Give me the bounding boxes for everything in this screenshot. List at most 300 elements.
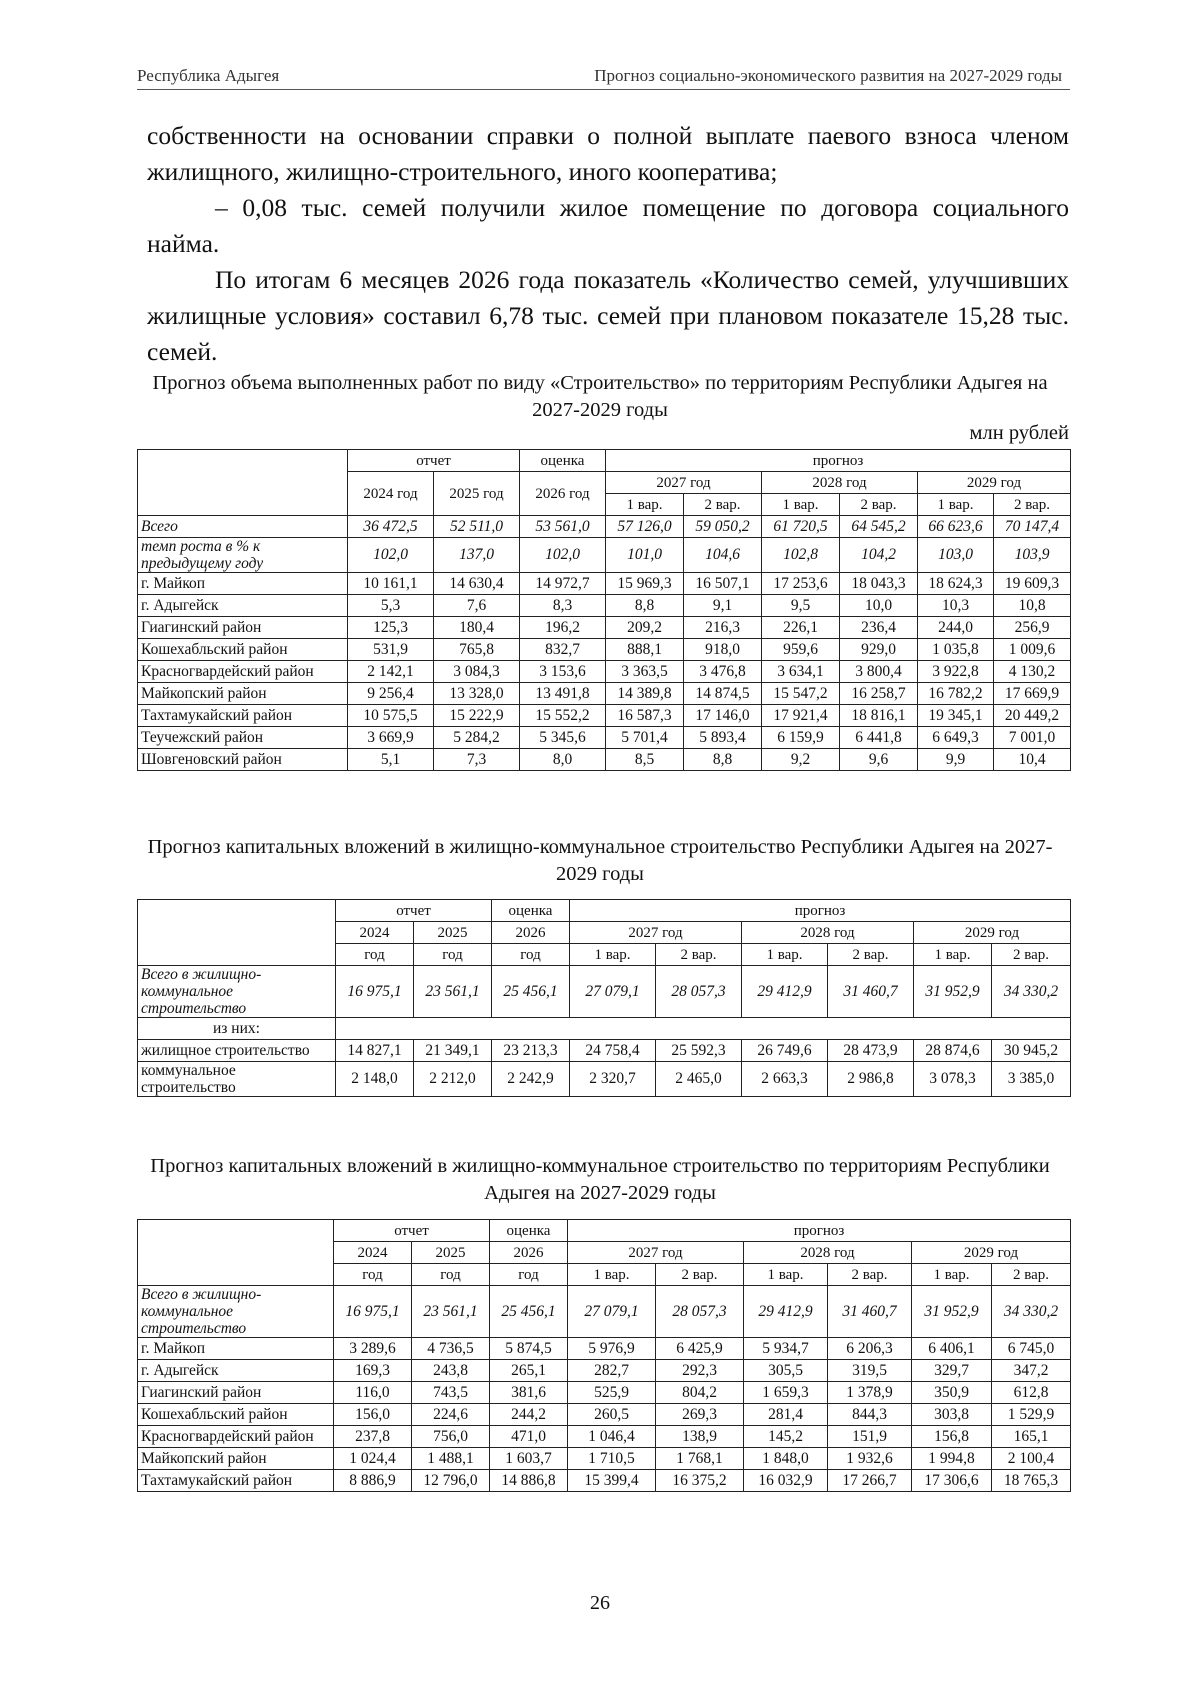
table-cell: 531,9 xyxy=(348,639,434,661)
row-label: Кошехабльский район xyxy=(138,639,348,661)
table3-header-report: отчет xyxy=(334,1220,490,1242)
table3-corner xyxy=(138,1220,334,1286)
table-cell: 6 745,0 xyxy=(992,1338,1071,1360)
table1-row xyxy=(138,683,1071,705)
table1-variant-2: 2 вар. xyxy=(840,494,918,516)
table-cell: 18 043,3 xyxy=(840,573,918,595)
paragraph-six-month-results: По итогам 6 месяцев 2026 года показатель «Количество семей, улучшивших жилищные условия» составил 6,78 тыс. семей при плановом показателе 15,28 тыс. семей. xyxy=(147,265,1069,366)
table-cell: 17 146,0 xyxy=(684,705,762,727)
table-cell: 14 630,4 xyxy=(434,573,520,595)
table-cell: 70 147,4 xyxy=(994,516,1071,538)
table-cell: 236,4 xyxy=(840,617,918,639)
table3-year-2024: 2024 xyxy=(334,1242,412,1264)
table-cell: 7,3 xyxy=(434,749,520,771)
table-cell: 17 253,6 xyxy=(762,573,840,595)
table1-year-2025: 2025 год xyxy=(434,472,520,516)
table2-god-label: год xyxy=(492,944,570,966)
table-cell: 10,8 xyxy=(994,595,1071,617)
table-cell: 156,0 xyxy=(334,1404,412,1426)
table-cell: 17 266,7 xyxy=(828,1470,912,1492)
table-cell: 145,2 xyxy=(744,1426,828,1448)
table3-row xyxy=(138,1286,1071,1338)
table-cell: 30 945,2 xyxy=(992,1040,1071,1062)
table2-year-2024: 2024 xyxy=(336,922,414,944)
table-cell: 17 306,6 xyxy=(912,1470,992,1492)
table-cell: 8 886,9 xyxy=(334,1470,412,1492)
table3-variant-2: 2 вар. xyxy=(656,1264,744,1286)
table2-of-them-row xyxy=(138,1018,1071,1040)
table1-unit: млн рублей xyxy=(969,422,1069,444)
table-cell: 226,1 xyxy=(762,617,840,639)
table3-variant-1: 1 вар. xyxy=(912,1264,992,1286)
table1-variant-1: 1 вар. xyxy=(606,494,684,516)
table2-row xyxy=(138,1040,1071,1062)
table2-year-2028: 2028 год xyxy=(742,922,914,944)
table-cell: 6 206,3 xyxy=(828,1338,912,1360)
table3-row xyxy=(138,1404,1071,1426)
table-cell: 17 921,4 xyxy=(762,705,840,727)
table-cell: 265,1 xyxy=(490,1360,568,1382)
empty-cell xyxy=(336,1018,1071,1040)
table3-god-label: год xyxy=(412,1264,490,1286)
table-cell: 2 142,1 xyxy=(348,661,434,683)
table-cell: 14 874,5 xyxy=(684,683,762,705)
row-label: г. Майкоп xyxy=(138,1338,334,1360)
row-label: Теучежский район xyxy=(138,727,348,749)
table-cell: 16 975,1 xyxy=(336,966,414,1018)
table2-god-label: год xyxy=(414,944,492,966)
table-cell: 28 057,3 xyxy=(656,966,742,1018)
table-cell: 256,9 xyxy=(994,617,1071,639)
table1-row xyxy=(138,516,1071,538)
of-them-label: из них: xyxy=(138,1018,336,1040)
table2-year-2027: 2027 год xyxy=(570,922,742,944)
table-cell: 756,0 xyxy=(412,1426,490,1448)
table-cell: 28 874,6 xyxy=(914,1040,992,1062)
table-cell: 180,4 xyxy=(434,617,520,639)
table-cell: 1 994,8 xyxy=(912,1448,992,1470)
table3-year-2025: 2025 xyxy=(412,1242,490,1264)
table-cell: 269,3 xyxy=(656,1404,744,1426)
table-cell: 29 412,9 xyxy=(742,966,828,1018)
table-cell: 125,3 xyxy=(348,617,434,639)
row-label: Всего в жилищно-коммунальное строительство xyxy=(138,966,336,1018)
table-cell: 10 575,5 xyxy=(348,705,434,727)
table-cell: 1 488,1 xyxy=(412,1448,490,1470)
table1-caption: Прогноз объема выполненных работ по виду «Строительство» по территориям Республики Адыгея на 2027-2029 годы xyxy=(152,372,1048,421)
table3-variant-1: 1 вар. xyxy=(744,1264,828,1286)
table-cell: 2 320,7 xyxy=(570,1062,656,1097)
table-cell: 8,8 xyxy=(606,595,684,617)
table1-row xyxy=(138,573,1071,595)
table-cell: 16 782,2 xyxy=(918,683,994,705)
table2-god-label: год xyxy=(336,944,414,966)
table-cell: 3 800,4 xyxy=(840,661,918,683)
territorial-investment-table xyxy=(137,1219,1071,1492)
table-cell: 34 330,2 xyxy=(992,966,1071,1018)
table-cell: 347,2 xyxy=(992,1360,1071,1382)
row-label: жилищное строительство xyxy=(138,1040,336,1062)
table-cell: 14 389,8 xyxy=(606,683,684,705)
table-cell: 525,9 xyxy=(568,1382,656,1404)
table-cell: 14 886,8 xyxy=(490,1470,568,1492)
paragraph-ownership: собственности на основании справки о полной выплате паевого взноса членом жилищного, жилищно-строительного, иного кооператива; xyxy=(147,121,1069,186)
table-cell: 1 009,6 xyxy=(994,639,1071,661)
table-cell: 319,5 xyxy=(828,1360,912,1382)
table-cell: 156,8 xyxy=(912,1426,992,1448)
table-cell: 102,8 xyxy=(762,538,840,573)
table-cell: 471,0 xyxy=(490,1426,568,1448)
table-cell: 929,0 xyxy=(840,639,918,661)
table-cell: 888,1 xyxy=(606,639,684,661)
table-cell: 102,0 xyxy=(520,538,606,573)
table-cell: 53 561,0 xyxy=(520,516,606,538)
table-cell: 292,3 xyxy=(656,1360,744,1382)
table-cell: 844,3 xyxy=(828,1404,912,1426)
table-cell: 103,0 xyxy=(918,538,994,573)
table-cell: 36 472,5 xyxy=(348,516,434,538)
paragraph-social-lease: – 0,08 тыс. семей получили жилое помещение по договора социального найма. xyxy=(147,193,1069,258)
table-cell: 260,5 xyxy=(568,1404,656,1426)
capital-investment-table xyxy=(137,899,1071,1097)
table-cell: 14 972,7 xyxy=(520,573,606,595)
table-cell: 5 345,6 xyxy=(520,727,606,749)
table1-row xyxy=(138,727,1071,749)
table3-variant-1: 1 вар. xyxy=(568,1264,656,1286)
table-cell: 2 986,8 xyxy=(828,1062,914,1097)
table1-header-estimate: оценка xyxy=(520,450,606,472)
table-cell: 59 050,2 xyxy=(684,516,762,538)
table-cell: 3 634,1 xyxy=(762,661,840,683)
table2-year-2025: 2025 xyxy=(414,922,492,944)
table-cell: 16 587,3 xyxy=(606,705,684,727)
header-region: Республика Адыгея xyxy=(137,66,280,85)
table2-variant-2: 2 вар. xyxy=(828,944,914,966)
page-number: 26 xyxy=(590,1592,610,1614)
table-cell: 196,2 xyxy=(520,617,606,639)
table-cell: 10,0 xyxy=(840,595,918,617)
table-cell: 244,2 xyxy=(490,1404,568,1426)
table-cell: 101,0 xyxy=(606,538,684,573)
table-cell: 1 024,4 xyxy=(334,1448,412,1470)
table-cell: 3 289,6 xyxy=(334,1338,412,1360)
table-cell: 381,6 xyxy=(490,1382,568,1404)
table-cell: 16 258,7 xyxy=(840,683,918,705)
table-cell: 2 148,0 xyxy=(336,1062,414,1097)
table-cell: 151,9 xyxy=(828,1426,912,1448)
table3-row xyxy=(138,1360,1071,1382)
table-cell: 350,9 xyxy=(912,1382,992,1404)
table-cell: 138,9 xyxy=(656,1426,744,1448)
table-cell: 4 736,5 xyxy=(412,1338,490,1360)
table-cell: 1 710,5 xyxy=(568,1448,656,1470)
table-cell: 6 406,1 xyxy=(912,1338,992,1360)
table-cell: 1 378,9 xyxy=(828,1382,912,1404)
table-cell: 18 624,3 xyxy=(918,573,994,595)
table-cell: 24 758,4 xyxy=(570,1040,656,1062)
table1-row xyxy=(138,749,1071,771)
table1-row xyxy=(138,538,1071,573)
table-cell: 1 529,9 xyxy=(992,1404,1071,1426)
table-cell: 3 922,8 xyxy=(918,661,994,683)
table-cell: 15 547,2 xyxy=(762,683,840,705)
table-cell: 8,3 xyxy=(520,595,606,617)
table1-header-report: отчет xyxy=(348,450,520,472)
table-cell: 3 153,6 xyxy=(520,661,606,683)
table2-variant-1: 1 вар. xyxy=(570,944,656,966)
table-cell: 31 952,9 xyxy=(914,966,992,1018)
table-cell: 1 768,1 xyxy=(656,1448,744,1470)
table-cell: 5 893,4 xyxy=(684,727,762,749)
table3-year-2026: 2026 xyxy=(490,1242,568,1264)
table-cell: 2 242,9 xyxy=(492,1062,570,1097)
table-cell: 169,3 xyxy=(334,1360,412,1382)
table-cell: 104,6 xyxy=(684,538,762,573)
table-cell: 15 222,9 xyxy=(434,705,520,727)
table-cell: 19 609,3 xyxy=(994,573,1071,595)
table3-god-label: год xyxy=(334,1264,412,1286)
table-cell: 3 363,5 xyxy=(606,661,684,683)
table-cell: 329,7 xyxy=(912,1360,992,1382)
table-cell: 31 460,7 xyxy=(828,966,914,1018)
table-cell: 765,8 xyxy=(434,639,520,661)
table-cell: 9,1 xyxy=(684,595,762,617)
table-cell: 237,8 xyxy=(334,1426,412,1448)
table-cell: 9,5 xyxy=(762,595,840,617)
row-label: Красногвардейский район xyxy=(138,661,348,683)
table-cell: 5 701,4 xyxy=(606,727,684,749)
table3-year-2027: 2027 год xyxy=(568,1242,744,1264)
table-cell: 25 456,1 xyxy=(490,1286,568,1338)
table-cell: 6 425,9 xyxy=(656,1338,744,1360)
table-cell: 15 552,2 xyxy=(520,705,606,727)
table-cell: 64 545,2 xyxy=(840,516,918,538)
row-label: Шовгеновский район xyxy=(138,749,348,771)
table-cell: 6 441,8 xyxy=(840,727,918,749)
table-cell: 2 663,3 xyxy=(742,1062,828,1097)
table-cell: 15 969,3 xyxy=(606,573,684,595)
table1-row xyxy=(138,705,1071,727)
table-cell: 282,7 xyxy=(568,1360,656,1382)
table-cell: 612,8 xyxy=(992,1382,1071,1404)
row-label: Всего в жилищно-коммунальное строительство xyxy=(138,1286,334,1338)
table1-variant-1: 1 вар. xyxy=(762,494,840,516)
table-cell: 15 399,4 xyxy=(568,1470,656,1492)
table-cell: 5,1 xyxy=(348,749,434,771)
row-label: Гиагинский район xyxy=(138,617,348,639)
table-cell: 28 057,3 xyxy=(656,1286,744,1338)
table1-year-2029: 2029 год xyxy=(918,472,1071,494)
table-cell: 25 592,3 xyxy=(656,1040,742,1062)
table-cell: 8,8 xyxy=(684,749,762,771)
table-cell: 832,7 xyxy=(520,639,606,661)
table-cell: 10 161,1 xyxy=(348,573,434,595)
table-cell: 18 816,1 xyxy=(840,705,918,727)
table-cell: 23 561,1 xyxy=(414,966,492,1018)
row-label: Гиагинский район xyxy=(138,1382,334,1404)
table-cell: 3 669,9 xyxy=(348,727,434,749)
table-cell: 1 035,8 xyxy=(918,639,994,661)
table-cell: 137,0 xyxy=(434,538,520,573)
table-cell: 224,6 xyxy=(412,1404,490,1426)
table-cell: 7,6 xyxy=(434,595,520,617)
table-cell: 1 932,6 xyxy=(828,1448,912,1470)
table-cell: 8,5 xyxy=(606,749,684,771)
table-cell: 281,4 xyxy=(744,1404,828,1426)
row-label: г. Адыгейск xyxy=(138,595,348,617)
table-cell: 52 511,0 xyxy=(434,516,520,538)
running-header xyxy=(137,66,1070,90)
table3-god-label: год xyxy=(490,1264,568,1286)
table-cell: 16 507,1 xyxy=(684,573,762,595)
table-cell: 9,9 xyxy=(918,749,994,771)
table3-header-estimate: оценка xyxy=(490,1220,568,1242)
table-cell: 165,1 xyxy=(992,1426,1071,1448)
table-cell: 4 130,2 xyxy=(994,661,1071,683)
table3-row xyxy=(138,1382,1071,1404)
table-cell: 27 079,1 xyxy=(570,966,656,1018)
row-label: коммунальное строительство xyxy=(138,1062,336,1097)
table3-caption: Прогноз капитальных вложений в жилищно-коммунальное строительство по территориям Республики Адыгея на 2027-2029 годы xyxy=(150,1155,1050,1204)
table-cell: 2 465,0 xyxy=(656,1062,742,1097)
table-cell: 28 473,9 xyxy=(828,1040,914,1062)
table2-total-row xyxy=(138,966,1071,1018)
table-cell: 3 084,3 xyxy=(434,661,520,683)
table-cell: 303,8 xyxy=(912,1404,992,1426)
table-cell: 21 349,1 xyxy=(414,1040,492,1062)
table-cell: 3 476,8 xyxy=(684,661,762,683)
table2-variant-2: 2 вар. xyxy=(656,944,742,966)
row-label: Тахтамукайский район xyxy=(138,1470,334,1492)
table-cell: 959,6 xyxy=(762,639,840,661)
table-cell: 17 669,9 xyxy=(994,683,1071,705)
table-cell: 102,0 xyxy=(348,538,434,573)
table-cell: 6 649,3 xyxy=(918,727,994,749)
row-label: Майкопский район xyxy=(138,1448,334,1470)
table3-year-2029: 2029 год xyxy=(912,1242,1071,1264)
table2-caption: Прогноз капитальных вложений в жилищно-коммунальное строительство Республики Адыгея на 2027-2029 годы xyxy=(147,836,1053,885)
table-cell: 5 976,9 xyxy=(568,1338,656,1360)
table2-variant-1: 1 вар. xyxy=(742,944,828,966)
table-cell: 5 284,2 xyxy=(434,727,520,749)
table-cell: 305,5 xyxy=(744,1360,828,1382)
table-cell: 2 100,4 xyxy=(992,1448,1071,1470)
table2-header-estimate: оценка xyxy=(492,900,570,922)
construction-volume-table xyxy=(137,449,1071,771)
table1-variant-1: 1 вар. xyxy=(918,494,994,516)
table-cell: 1 603,7 xyxy=(490,1448,568,1470)
row-label: Всего xyxy=(138,516,348,538)
table1-row xyxy=(138,639,1071,661)
row-label: темп роста в % к предыдущему году xyxy=(138,538,348,573)
table2-header-report: отчет xyxy=(336,900,492,922)
table-cell: 216,3 xyxy=(684,617,762,639)
table-cell: 918,0 xyxy=(684,639,762,661)
table3-variant-2: 2 вар. xyxy=(828,1264,912,1286)
row-label: Тахтамукайский район xyxy=(138,705,348,727)
table1-year-2026: 2026 год xyxy=(520,472,606,516)
row-label: г. Майкоп xyxy=(138,573,348,595)
table-cell: 61 720,5 xyxy=(762,516,840,538)
table-cell: 16 032,9 xyxy=(744,1470,828,1492)
table1-corner xyxy=(138,450,348,516)
table2-variant-2: 2 вар. xyxy=(992,944,1071,966)
table-cell: 1 659,3 xyxy=(744,1382,828,1404)
table1-year-2028: 2028 год xyxy=(762,472,918,494)
row-label: Майкопский район xyxy=(138,683,348,705)
row-label: г. Адыгейск xyxy=(138,1360,334,1382)
table2-row xyxy=(138,1062,1071,1097)
table-cell: 13 328,0 xyxy=(434,683,520,705)
table1-row xyxy=(138,595,1071,617)
table-cell: 31 460,7 xyxy=(828,1286,912,1338)
table3-row xyxy=(138,1448,1071,1470)
table3-year-2028: 2028 год xyxy=(744,1242,912,1264)
table-cell: 5 934,7 xyxy=(744,1338,828,1360)
body-text xyxy=(147,118,1069,370)
table3-row xyxy=(138,1470,1071,1492)
table-cell: 5,3 xyxy=(348,595,434,617)
row-label: Красногвардейский район xyxy=(138,1426,334,1448)
table-cell: 34 330,2 xyxy=(992,1286,1071,1338)
table-cell: 26 749,6 xyxy=(742,1040,828,1062)
table-cell: 23 561,1 xyxy=(412,1286,490,1338)
table-cell: 23 213,3 xyxy=(492,1040,570,1062)
table1-row xyxy=(138,661,1071,683)
table3-row xyxy=(138,1426,1071,1448)
table-cell: 3 385,0 xyxy=(992,1062,1071,1097)
table-cell: 20 449,2 xyxy=(994,705,1071,727)
table2-year-2029: 2029 год xyxy=(914,922,1071,944)
table2-header-forecast: прогноз xyxy=(570,900,1071,922)
table-cell: 9 256,4 xyxy=(348,683,434,705)
table1-header-forecast: прогноз xyxy=(606,450,1071,472)
table-cell: 1 046,4 xyxy=(568,1426,656,1448)
table-cell: 6 159,9 xyxy=(762,727,840,749)
table2-variant-1: 1 вар. xyxy=(914,944,992,966)
table1-variant-2: 2 вар. xyxy=(684,494,762,516)
table-cell: 209,2 xyxy=(606,617,684,639)
table-cell: 804,2 xyxy=(656,1382,744,1404)
table-cell: 31 952,9 xyxy=(912,1286,992,1338)
table-cell: 7 001,0 xyxy=(994,727,1071,749)
table3-variant-2: 2 вар. xyxy=(992,1264,1071,1286)
table-cell: 3 078,3 xyxy=(914,1062,992,1097)
table-cell: 57 126,0 xyxy=(606,516,684,538)
table-cell: 2 212,0 xyxy=(414,1062,492,1097)
table2-corner xyxy=(138,900,336,966)
table-cell: 1 848,0 xyxy=(744,1448,828,1470)
table-cell: 16 375,2 xyxy=(656,1470,744,1492)
table-cell: 243,8 xyxy=(412,1360,490,1382)
table-cell: 5 874,5 xyxy=(490,1338,568,1360)
table-cell: 244,0 xyxy=(918,617,994,639)
table-cell: 27 079,1 xyxy=(568,1286,656,1338)
row-label: Кошехабльский район xyxy=(138,1404,334,1426)
table3-header-forecast: прогноз xyxy=(568,1220,1071,1242)
table-cell: 9,2 xyxy=(762,749,840,771)
table-cell: 8,0 xyxy=(520,749,606,771)
header-document-title: Прогноз социально-экономического развития на 2027-2029 годы xyxy=(594,66,1062,85)
table-cell: 104,2 xyxy=(840,538,918,573)
table-cell: 16 975,1 xyxy=(334,1286,412,1338)
table-cell: 19 345,1 xyxy=(918,705,994,727)
table-cell: 10,4 xyxy=(994,749,1071,771)
table-cell: 103,9 xyxy=(994,538,1071,573)
table-cell: 743,5 xyxy=(412,1382,490,1404)
table1-year-2024: 2024 год xyxy=(348,472,434,516)
table-cell: 116,0 xyxy=(334,1382,412,1404)
